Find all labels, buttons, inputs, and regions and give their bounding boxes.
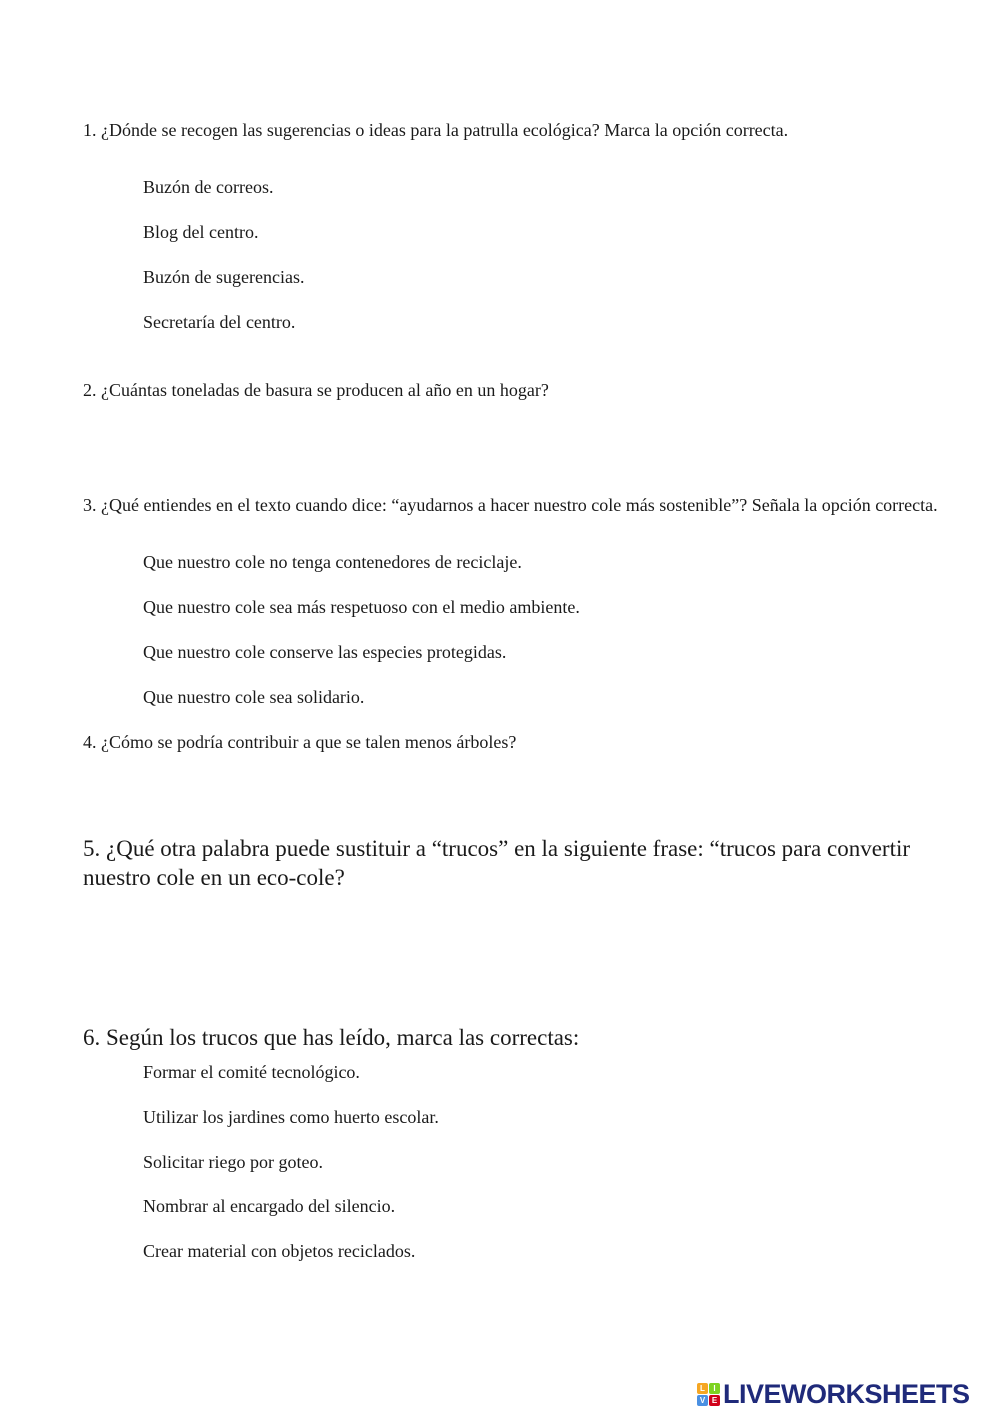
question-3-option-3[interactable]: Que nuestro cole conserve las especies protegidas. bbox=[143, 642, 507, 662]
logo-cell-l: L bbox=[697, 1383, 708, 1394]
logo-cell-i: I bbox=[709, 1383, 720, 1394]
question-2-text: 2. ¿Cuántas toneladas de basura se producen al año en un hogar? bbox=[83, 380, 549, 400]
question-6-option-5[interactable]: Crear material con objetos reciclados. bbox=[143, 1241, 416, 1261]
question-6-option-3[interactable]: Solicitar riego por goteo. bbox=[143, 1152, 323, 1172]
liveworksheets-logo-icon bbox=[697, 1383, 720, 1406]
question-3-option-2[interactable]: Que nuestro cole sea más respetuoso con el medio ambiente. bbox=[143, 597, 580, 617]
question-5-text: 5. ¿Qué otra palabra puede sustituir a “trucos” en la siguiente frase: “trucos para convertir nuestro cole en un eco-cole? bbox=[83, 836, 911, 890]
liveworksheets-logo bbox=[697, 1378, 970, 1410]
logo-cell-v: V bbox=[697, 1395, 708, 1406]
logo-cell-e: E bbox=[709, 1395, 720, 1406]
question-4-text: 4. ¿Cómo se podría contribuir a que se talen menos árboles? bbox=[83, 732, 517, 752]
liveworksheets-logo-text: LIVEWORKSHEETS bbox=[723, 1378, 970, 1409]
question-1-option-1[interactable]: Buzón de correos. bbox=[143, 177, 274, 197]
question-1-option-2[interactable]: Blog del centro. bbox=[143, 222, 259, 242]
question-1-option-4[interactable]: Secretaría del centro. bbox=[143, 312, 296, 332]
question-1-text: 1. ¿Dónde se recogen las sugerencias o ideas para la patrulla ecológica? Marca la opción correcta. bbox=[83, 120, 789, 140]
question-3-option-1[interactable]: Que nuestro cole no tenga contenedores de reciclaje. bbox=[143, 552, 522, 572]
question-3-text: 3. ¿Qué entiendes en el texto cuando dice: “ayudarnos a hacer nuestro cole más sostenible”? Señala la opción correcta. bbox=[83, 495, 938, 515]
question-6-option-2[interactable]: Utilizar los jardines como huerto escolar. bbox=[143, 1107, 439, 1127]
question-6-text: 6. Según los trucos que has leído, marca las correctas: bbox=[83, 1025, 580, 1050]
question-6-option-1[interactable]: Formar el comité tecnológico. bbox=[143, 1062, 360, 1082]
question-3-option-4[interactable]: Que nuestro cole sea solidario. bbox=[143, 687, 365, 707]
question-1-option-3[interactable]: Buzón de sugerencias. bbox=[143, 267, 305, 287]
question-6-option-4[interactable]: Nombrar al encargado del silencio. bbox=[143, 1196, 396, 1216]
